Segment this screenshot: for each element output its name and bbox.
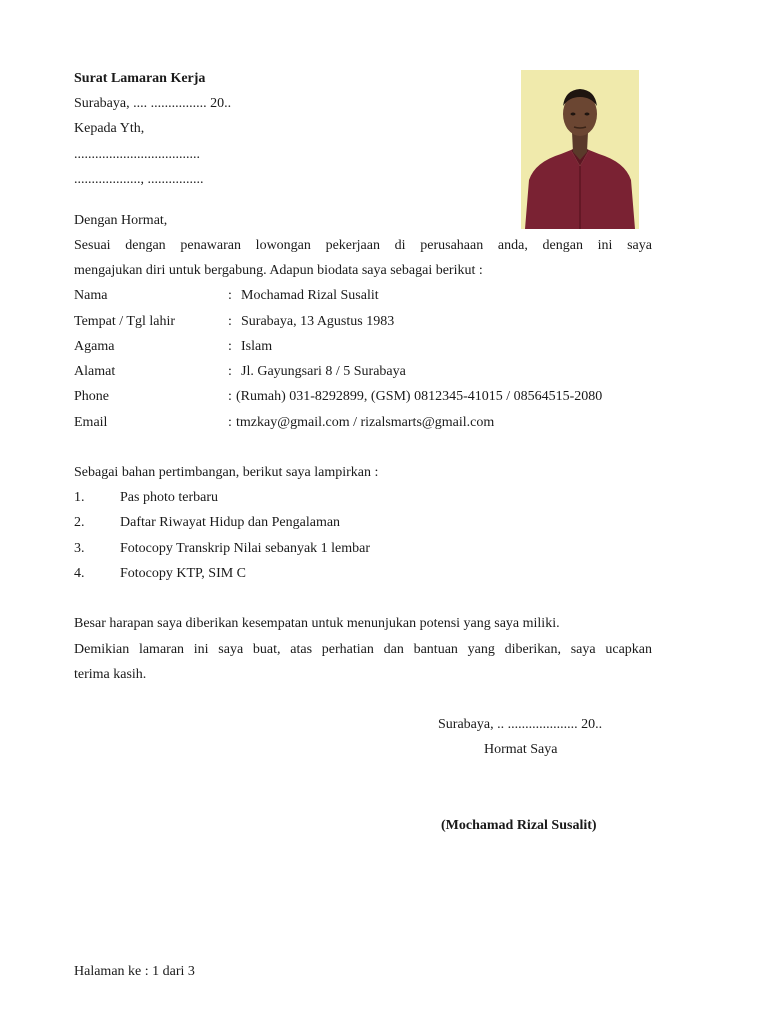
bio-row-email: [74, 414, 674, 432]
closing-line-2: Demikian lamaran ini saya buat, atas perhatian dan bantuan yang diberikan, saya ucapkan: [74, 642, 652, 657]
bio-separator: :: [228, 314, 232, 329]
list-number: 2.: [74, 515, 85, 530]
list-text: Fotocopy Transkrip Nilai sebanyak 1 lembar: [120, 541, 371, 556]
bio-label: Tempat / Tgl lahir: [74, 314, 176, 329]
list-item: [74, 565, 574, 583]
bio-separator: :: [228, 339, 232, 354]
list-item: [74, 489, 574, 507]
list-number: 1.: [74, 490, 85, 505]
bio-value: tmzkay@gmail.com / rizalsmarts@gmail.com: [236, 415, 495, 430]
bio-row-name: [74, 287, 674, 305]
recipient-address-line-2: ..................., ................: [74, 172, 204, 187]
list-number: 4.: [74, 566, 85, 581]
signature-name: (Mochamad Rizal Susalit): [441, 818, 597, 833]
bio-value: Islam: [241, 339, 273, 354]
bio-value: Jl. Gayungsari 8 / 5 Surabaya: [241, 364, 406, 379]
bio-row-religion: [74, 338, 674, 356]
recipient-label: Kepada Yth,: [74, 121, 145, 136]
bio-separator: :: [228, 364, 232, 379]
list-text: Pas photo terbaru: [120, 490, 218, 505]
greeting: Dengan Hormat,: [74, 213, 168, 228]
intro-line-2: mengajukan diri untuk bergabung. Adapun biodata saya sebagai berikut :: [74, 263, 483, 278]
list-text: Fotocopy KTP, SIM C: [120, 566, 247, 581]
attachments-intro: Sebagai bahan pertimbangan, berikut saya lampirkan :: [74, 465, 379, 480]
list-text: Daftar Riwayat Hidup dan Pengalaman: [120, 515, 341, 530]
page-footer: Halaman ke : 1 dari 3: [74, 964, 195, 979]
bio-label: Phone: [74, 389, 109, 404]
closing-line-3: terima kasih.: [74, 667, 147, 682]
bio-label: Alamat: [74, 364, 116, 379]
signature-place-date: Surabaya, .. .................... 20..: [438, 717, 603, 732]
bio-label: Nama: [74, 288, 108, 303]
letter-title: Surat Lamaran Kerja: [74, 71, 206, 86]
applicant-photo: [521, 70, 639, 229]
bio-label: Agama: [74, 339, 115, 354]
list-item: [74, 540, 574, 558]
bio-value: Surabaya, 13 Agustus 1983: [241, 314, 395, 329]
recipient-address-line-1: ....................................: [74, 147, 200, 162]
bio-value: Mochamad Rizal Susalit: [241, 288, 379, 303]
bio-separator: :: [228, 389, 232, 404]
intro-line-1: Sesuai dengan penawaran lowongan pekerjaan di perusahaan anda, dengan ini saya: [74, 238, 652, 253]
bio-value: (Rumah) 031-8292899, (GSM) 0812345-41015 / 08564515-2080: [236, 389, 603, 404]
bio-label: Email: [74, 415, 108, 430]
person-photo-icon: [521, 70, 639, 229]
list-number: 3.: [74, 541, 85, 556]
bio-row-phone: [74, 388, 674, 406]
bio-row-birth: [74, 313, 674, 331]
bio-row-address: [74, 363, 674, 381]
signature-regards: Hormat Saya: [484, 742, 558, 757]
list-item: [74, 514, 574, 532]
bio-separator: :: [228, 415, 232, 430]
closing-line-1: Besar harapan saya diberikan kesempatan untuk menunjukan potensi yang saya miliki.: [74, 616, 560, 631]
bio-separator: :: [228, 288, 232, 303]
place-date: Surabaya, .... ................ 20..: [74, 96, 232, 111]
